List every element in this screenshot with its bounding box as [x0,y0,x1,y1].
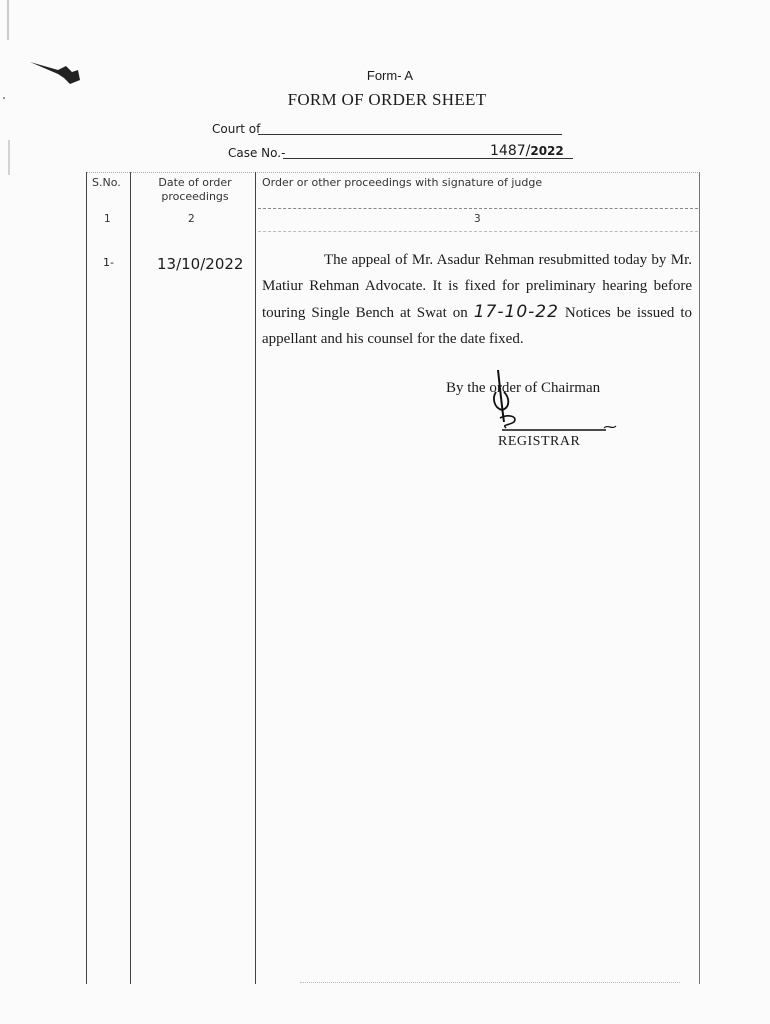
form-label: Form- A [366,68,414,83]
order-text-part1: The appeal of Mr. Asadur Rehman resubmitted today by Mr. Matiur Rehman Advocate. It is fixed for preliminary hearing before touring Single Bench at Swat on [262,252,692,321]
column-number-2: 2 [188,213,195,225]
column-number-3: 3 [474,213,481,225]
table-right-border [699,172,700,984]
column-header-order: Order or other proceedings with signature of judge [262,176,543,189]
entry-date: 13/10/2022 [157,255,244,273]
table-left-border [86,172,87,984]
bottom-scan-rule [300,982,680,983]
order-text [262,247,692,352]
table-top-rule [86,172,700,173]
case-number-value: 1487/ [490,143,531,159]
page-title: FORM OF ORDER SHEET [287,90,487,109]
header-divider [258,208,698,209]
order-text-part2: Notices be issued to appellant and his counsel for the date fixed. [262,305,693,347]
column-number-1: 1 [104,213,111,225]
by-order-line: By the order of Chairman [446,380,601,396]
column-divider-1 [130,172,131,984]
column-header-date: Date of order proceedings [158,176,232,203]
column-header-sno: S.No. [92,176,121,189]
case-label: Case No.- [228,146,286,160]
column-divider-2 [255,172,256,984]
signatory-title: REGISTRAR [498,434,581,449]
number-row-divider [258,231,698,232]
entry-sno: 1- [103,256,114,269]
court-label: Court of [212,122,261,136]
case-number [490,143,564,159]
case-year: 2022 [530,144,564,158]
handwritten-date: 17-10-22 [473,302,559,322]
court-field-line [258,134,562,135]
